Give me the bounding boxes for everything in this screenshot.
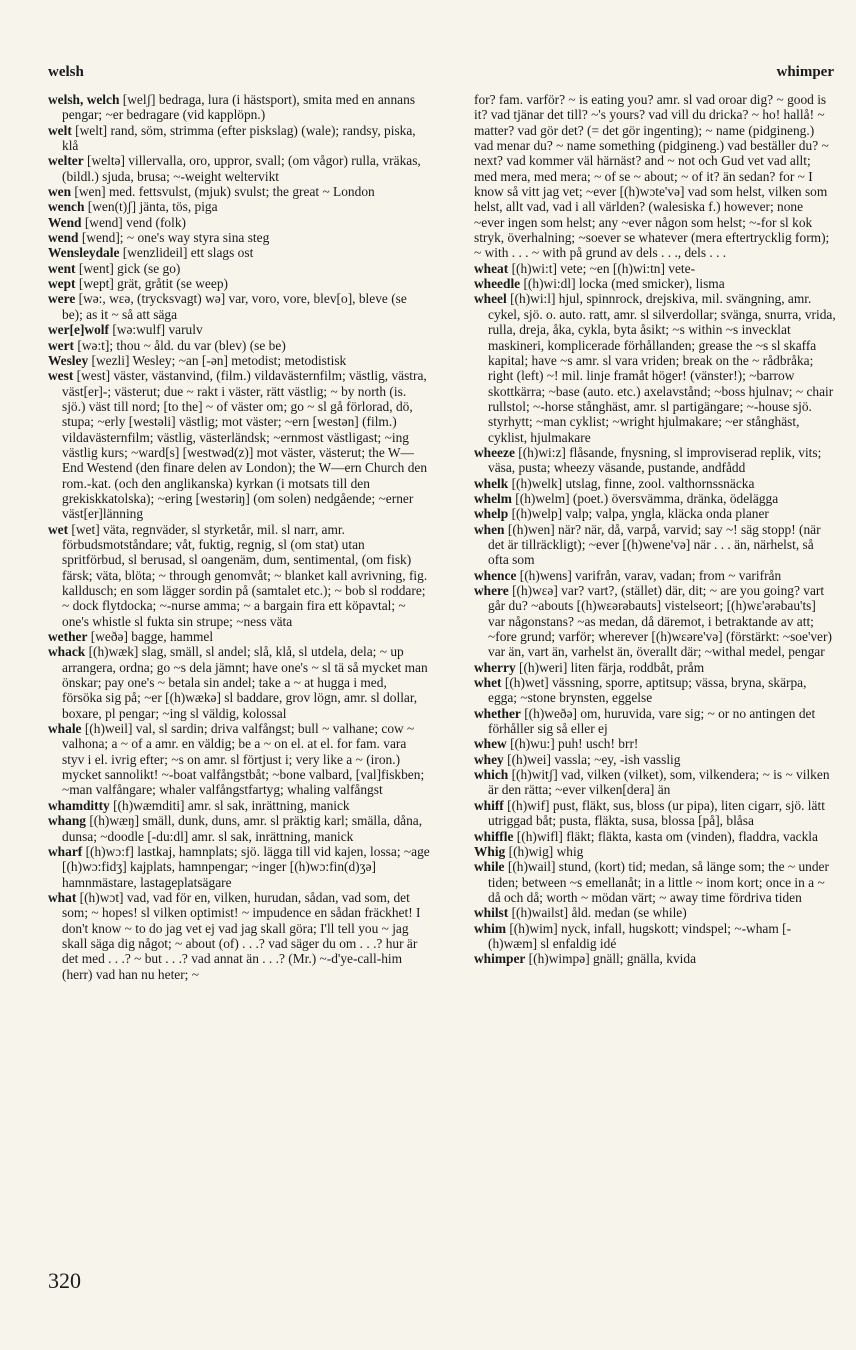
dictionary-entry <box>48 844 430 890</box>
right-column <box>474 92 836 967</box>
definition: [wept] grät, gråtit (se weep) <box>75 276 228 292</box>
definition: [(h)wif] pust, fläkt, sus, bloss (ur pipa), liten cigarr, sjö. lätt utriggad båt; pusta, fläkta, susa, blossa [på], blåsa <box>488 797 825 829</box>
headword: wept <box>48 276 76 292</box>
headword: wheel <box>474 291 507 307</box>
definition: [(h)welk] utslag, finne, zool. valthornssnäcka <box>508 475 755 491</box>
dictionary-entry <box>48 353 430 368</box>
definition: [(h)wæk] slag, smäll, sl andel; slå, klå, sl utdela, dela; ~ up arrangera, ordna; go ~s dela jämnt; have one's ~ sl tä så mycket man önskar; pay one's ~ betala sin andel; take a ~ at hugga i med, försöka sig på; ~er [(h)wækə] sl baddare, grov lögn, amr. sl dollar, boxare, pl pengar; ~ing sl väldig, kolossal <box>62 644 428 721</box>
headword: whale <box>48 721 82 737</box>
headword: whim <box>474 920 506 936</box>
headword: whelp <box>474 506 509 522</box>
headword: wheedle <box>474 276 521 292</box>
definition: [(h)wet] vässning, sporre, aptitsup; vässa, bryna, skärpa, egga; ~stone brynsten, eggelse <box>488 675 807 706</box>
left-guide-word: welsh <box>48 64 84 80</box>
definition: [(h)wimpə] gnäll; gnälla, kvida <box>525 951 697 967</box>
definition: [(h)wifl] fläkt; fläkta, kasta om (vinden), fladdra, vackla <box>513 828 818 844</box>
definition: [(h)wig] whig <box>505 843 584 859</box>
dictionary-entry <box>474 660 836 675</box>
dictionary-entry <box>48 522 430 629</box>
definition: [(h)wu:] puh! usch! brr! <box>506 736 639 752</box>
definition: for? fam. varför? ~ is eating you? amr. sl vad oroar dig? ~ good is it? vad tjänar det till? ~'s yours? vad vill du dricka? ~ ho! hallå! ~ matter? vad gör det? (= det gör ingenting); ~ name (pidgineng.) vad menar du? ~ name something (pidgineng.) vad beställer du? ~ next? vad kommer väl härnäst? and ~ not och Gud vet vad allt; med mera, med mera; ~ of se ~ about; ~ of it? än sedan? for ~ I know så vitt jag vet; ~ever [(h)wɔte'və] vad som helst, vilken som helst, allt vad, vad i all världen? (walesiska f.) however; none ~ever ingen som helst; any ~ever någon som helst; ~-for sl kok stryk, överhalning; ~soever se whatever (mera eftertrycklig form); ~ with . . . ~ with på grund av dels . . ., dels . . . <box>474 92 830 261</box>
headword: whamditty <box>48 797 110 813</box>
dictionary-entry <box>48 629 430 644</box>
definition: [wə:, wɛə, (trycksvagt) wə] var, voro, vore, blev[o], bleve (se be); as it ~ så att säga <box>62 291 407 322</box>
definition: [wezli] Wesley; ~an [-ən] metodist; metodistisk <box>88 352 347 368</box>
dictionary-entry <box>48 276 430 291</box>
headword: whimper <box>474 951 526 967</box>
definition: [(h)wens] varifrån, varav, vadan; from ~ varifrån <box>516 567 782 583</box>
headword: whether <box>474 705 521 721</box>
dictionary-entry <box>474 752 836 767</box>
headword: Wensleydale <box>48 245 120 261</box>
dictionary-entry <box>48 890 430 982</box>
headword: when <box>474 521 505 537</box>
definition: [wen(t)ʃ] jänta, tös, piga <box>84 199 218 215</box>
dictionary-entry <box>474 506 836 521</box>
definition: [(h)weri] liten färja, roddbåt, pråm <box>515 659 705 675</box>
headword: wert <box>48 337 75 353</box>
definition: [wet] väta, regnväder, sl styrketår, mil. sl narr, amr. förbudsmotståndare; våt, fuktig, regnig, sl (om stat) utan spritförbud, sl berusad, sl oangenäm, dum, sentimental, (om fisk) färsk; väta, blöta; ~ through genomvåt; ~ blanket kall avrivning, fig. kalldusch; en som lägger sordin på (samtalet etc.); ~ bob sl roddare; ~ dock flytdocka; ~-nurse amma; ~ a bargain fira ett köpavtal; ~ one's whistle sl fukta sin strupe; ~ness väta <box>62 521 428 629</box>
dictionary-entry <box>48 813 430 844</box>
headword: wen <box>48 184 72 200</box>
dictionary-entry <box>474 92 836 261</box>
dictionary-entry <box>48 798 430 813</box>
dictionary-entry <box>474 859 836 905</box>
headword: wet <box>48 521 69 537</box>
dictionary-entry <box>474 798 836 829</box>
definition: [(h)wen] när? när, då, varpå, varvid; say ~! säg stopp! (när det är tillräckligt); ~ever [(h)wene'və] när . . . än, närhelst, så ofta som <box>488 521 821 568</box>
dictionary-entry <box>474 522 836 568</box>
dictionary-entry <box>48 338 430 353</box>
definition: [(h)weðə] om, huruvida, vare sig; ~ or no antingen det förhåller sig så eller ej <box>488 705 816 737</box>
dictionary-entry <box>474 921 836 952</box>
right-guide-word: whimper <box>776 64 834 80</box>
headword: wheeze <box>474 444 515 460</box>
headword: whang <box>48 813 86 829</box>
headword: wend <box>48 230 79 246</box>
definition: [wə:wulf] varulv <box>108 322 203 338</box>
dictionary-entry <box>48 721 430 798</box>
definition: [(h)wɛə] var? vart?, (stället) där, dit; ~ are you going? vart går du? ~abouts [(h)wɛərəbauts] vistelseort; [(h)wɛ'ərəbau'ts] var någonstans? ~as medan, då däremot, i betraktande av att; ~fore grund; varför; wherever [(h)wɛəre'və] (förstärkt: ~soe'ver) var än, vart än, varhelst än, överallt där; ~withal medel, pengar <box>488 583 832 660</box>
headword: wench <box>48 199 85 215</box>
definition: [went] gick (se go) <box>75 260 181 276</box>
headword: wherry <box>474 659 516 675</box>
headword: welt <box>48 122 72 138</box>
dictionary-entry <box>474 829 836 844</box>
dictionary-entry <box>474 706 836 737</box>
dictionary-entry <box>474 905 836 920</box>
dictionary-entry <box>48 92 430 123</box>
dictionary-entry <box>474 261 836 276</box>
definition: [(h)witʃ] vad, vilken (vilket), som, vilkendera; ~ is ~ vilken är den rätta; ~ever vilken[dera] än <box>488 767 830 798</box>
definition: [(h)welm] (poet.) översvämma, dränka, ödelägga <box>511 490 779 506</box>
dictionary-entry <box>48 291 430 322</box>
dictionary-entry <box>48 230 430 245</box>
headword: whiff <box>474 797 504 813</box>
dictionary-entry <box>48 184 430 199</box>
headword: were <box>48 291 76 307</box>
headword: wether <box>48 629 88 645</box>
dictionary-entry <box>474 951 836 966</box>
headword: which <box>474 767 509 783</box>
dictionary-entry <box>474 445 836 476</box>
headword: whack <box>48 644 86 660</box>
dictionary-entry <box>48 199 430 214</box>
dictionary-entry <box>474 491 836 506</box>
dictionary-entry <box>48 261 430 276</box>
definition: [(h)wi:l] hjul, spinnrock, drejskiva, mil. svängning, amr. cykel, sjö. o. auto. ratt, amr. sl silverdollar; svänga, snurra, vrida, rulla, dreja, åka, cykla, byta åsikt; ~s within ~s invecklat maskineri, komplicerade förhållanden; grease the ~s sl skaffa kapital; have ~s amr. sl vara vriden; break on the ~ rådbråka; right (left) ~! mil. linje framåt höger! (vänster!); ~barrow skottkärra; ~base (auto. etc.) axelavstånd; ~boss hjulnav; ~ chair rullstol; ~-horse stånghäst, amr. sl partigängare; ~-house sjö. styrhytt; ~man cyklist; ~wright hjulmakare; ~er stånghäst, cyklist, hjulmakare <box>488 291 836 445</box>
dictionary-entry <box>48 215 430 230</box>
definition: [(h)wɔt] vad, vad för en, vilken, hurudan, sådan, vad som, det som; ~ hopes! sl vilken optimist! ~ impudence en sådan fräckhet! I don't know ~ to do jag vet ej vad jag skall göra; I'll tell you ~ jag skall säga dig något; ~ about (of) . . .? vad säger du om . . .? hur är det med . . .? ~ but . . .? vad annat än . . .? (Mr.) ~-d'ye-call-him (herr) vad han nu heter; ~ <box>62 889 421 982</box>
definition: [(h)wailst] åld. medan (se while) <box>508 905 687 921</box>
headword: Whig <box>474 843 506 859</box>
headword: welsh, welch <box>48 92 120 107</box>
headword: wheat <box>474 260 509 276</box>
page-number: 320 <box>48 1268 81 1293</box>
dictionary-entry <box>48 153 430 184</box>
definition: [(h)wei] vassla; ~ey, -ish vasslig <box>503 751 681 767</box>
headword: what <box>48 889 77 905</box>
dictionary-entry <box>474 476 836 491</box>
definition: [welʃ] bedraga, lura (i hästsport), smita med en annans pengar; ~er bedragare (vid kapplöpn.) <box>62 92 416 123</box>
headword: welter <box>48 153 84 169</box>
definition: [(h)wæmditi] amr. sl sak, inrättning, manick <box>109 797 350 813</box>
definition: [wenzlideil] ett slags ost <box>119 245 254 261</box>
headword: went <box>48 260 76 276</box>
definition: [wend]; ~ one's way styra sina steg <box>78 230 270 246</box>
definition: [(h)wi:dl] locka (med smicker), lisma <box>520 276 725 292</box>
headword: where <box>474 583 509 598</box>
definition: [wə:t]; thou ~ åld. du var (blev) (se be) <box>74 337 286 353</box>
headword: whew <box>474 736 507 752</box>
headword: while <box>474 859 505 875</box>
dictionary-entry <box>474 291 836 444</box>
definition: [weðə] bagge, hammel <box>87 629 214 645</box>
dictionary-entry <box>48 368 430 521</box>
dictionary-entry <box>48 123 430 154</box>
dictionary-entry <box>48 322 430 337</box>
definition: [(h)wɔ:f] lastkaj, hamnplats; sjö. lägga till vid kajen, lossa; ~age [(h)wɔ:fidʒ] kajplats, hamnpengar; ~inger [(h)wɔ:fin(d)ʒə] hamnmästare, lastageplatsägare <box>62 843 430 890</box>
headword: Wend <box>48 214 82 230</box>
headword: Wesley <box>48 352 89 368</box>
headword: wharf <box>48 843 83 859</box>
definition: [(h)wæŋ] smäll, dunk, duns, amr. sl präktig karl; smälla, dåna, dunsa; ~doodle [-du:dl] amr. sl sak, inrättning, manick <box>62 813 423 844</box>
headword: whey <box>474 751 504 767</box>
headword: whet <box>474 675 502 691</box>
definition: [wen] med. fettsvulst, (mjuk) svulst; the great ~ London <box>71 184 375 200</box>
definition: [(h)wi:z] flåsande, fnysning, sl improviserad replik, vits; väsa, pusta; wheezy väsande, pustande, andfådd <box>488 444 822 476</box>
headword: whilst <box>474 905 509 921</box>
definition: [(h)wail] stund, (kort) tid; medan, så länge som; the ~ under tiden; between ~s emellanåt; in a little ~ inom kort; once in a ~ då och då; worth ~ mödan värt; ~ away time fördriva tiden <box>488 859 829 905</box>
dictionary-entry <box>48 245 430 260</box>
left-column <box>48 92 430 982</box>
dictionary-entry <box>474 736 836 751</box>
definition: [weltə] villervalla, oro, uppror, svall; (om vågor) rulla, vräkas, (bildl.) sjuda, brusa; ~-weight weltervikt <box>62 153 421 184</box>
headword: west <box>48 368 74 384</box>
headword: whiffle <box>474 828 514 844</box>
headword: whelk <box>474 475 509 491</box>
definition: [wend] vend (folk) <box>81 214 186 230</box>
headword: whence <box>474 567 517 583</box>
dictionary-entry <box>474 276 836 291</box>
definition: [(h)wi:t] vete; ~en [(h)wi:tn] vete- <box>508 260 696 276</box>
definition: [(h)welp] valp; valpa, yngla, kläcka onda planer <box>508 506 769 522</box>
headword: whelm <box>474 490 512 506</box>
definition: [west] väster, västanvind, (film.) vildavästernfilm; västlig, västra, väst[er]-; västerut; due ~ rakt i väster, rätt västlig; ~ by north (is. sjö.) väst till nord; [to the] ~ of väster om; go ~ sl gå förlorad, dö, stupa; ~erly [westəli] västlig; mot väster; ~ern [westən] (film.) vildavästernfilm; västlig, västerländsk; ~ernmost västligast; ~ing västlig kurs; ~ward[s] [westwəd(z)] mot väster, västerut; the W— End Westend (den finare delen av London); the W—ern Church den rom.-kat. (och den anglikanska) kyrkan (i motsats till den grekiskkatolska); ~ering [westəriŋ] (om solen) nedgående; ~erner väst[er]länning <box>62 368 428 522</box>
dictionary-entry <box>474 675 836 706</box>
headword: wer[e]wolf <box>48 322 109 338</box>
dictionary-entry <box>474 844 836 859</box>
dictionary-entry <box>48 644 430 721</box>
definition: [(h)weil] val, sl sardin; driva valfångst; bull ~ valhane; cow ~ valhona; a ~ of a amr. en väldig; be a ~ on el. at el. for fam. vara styv i el. ivrig efter; ~s on amr. sl förtjust i; very like a ~ (iron.) mycket sannolikt! ~-boat valfångstbåt; ~bone valbard, [val]fiskben; ~man valfångare; whaler valfångstfartyg; whaling valfångst <box>62 721 425 798</box>
definition: [welt] rand, söm, strimma (efter piskslag) (wale); randsy, piska, klå <box>62 122 416 154</box>
definition: [(h)wim] nyck, infall, hugskott; vindspel; ~-wham [-(h)wæm] sl enfaldig idé <box>488 920 792 951</box>
dictionary-entry <box>474 767 836 798</box>
dictionary-entry <box>474 568 836 583</box>
dictionary-entry <box>474 583 836 660</box>
